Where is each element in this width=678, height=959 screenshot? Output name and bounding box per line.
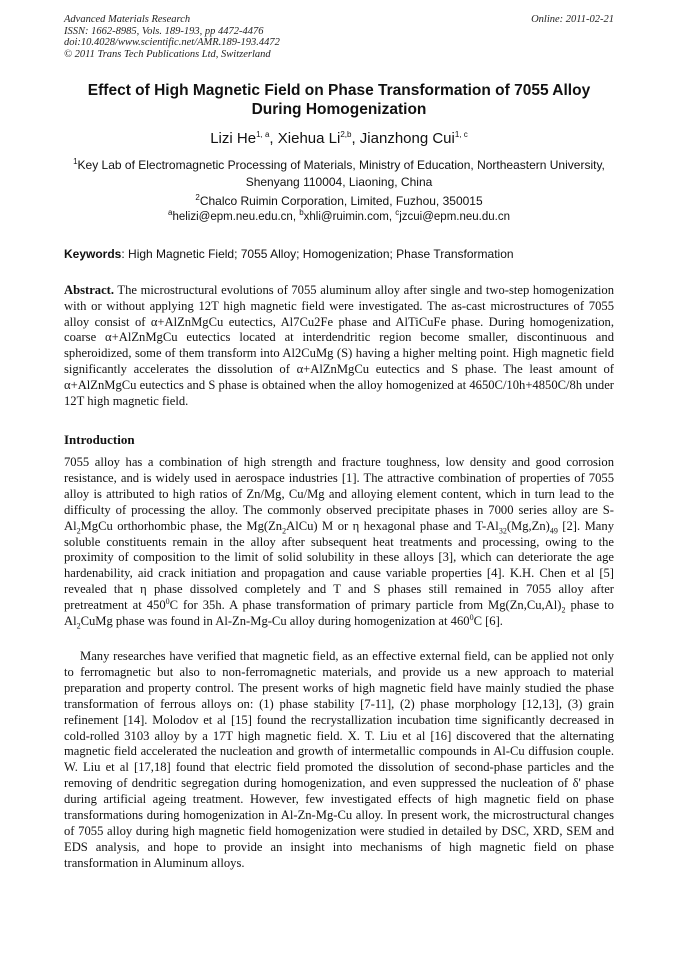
email-mark: c: [395, 208, 400, 218]
journal-doi: doi:10.4028/www.scientific.net/AMR.189-193.4472: [64, 37, 280, 48]
subscript: 49: [549, 526, 558, 536]
paragraph-text: (Mg,Zn): [506, 518, 550, 533]
email-list: $^a$helizi@epm.neu.edu.cn, $^b$xhli@ruimin.com, $^c$jzcui@epm.neu.du.cn: [168, 208, 510, 223]
paragraph-text: CuMg phase was found in Al-Zn-Mg-Cu alloy during homogenization at 460: [80, 614, 470, 629]
intro-paragraph-1: [64, 455, 614, 630]
email-link[interactable]: jzcui@epm.neu.du.cn: [399, 211, 510, 223]
subscript: 2: [561, 605, 566, 615]
paper-title: Effect of High Magnetic Field on Phase Transformation of 7055 Alloy During Homogenization: [87, 82, 591, 118]
author-name: Xiehua Li: [277, 130, 341, 147]
affiliation: [64, 157, 614, 191]
email-link[interactable]: xhli@ruimin.com: [303, 211, 389, 223]
paragraph-text: 7055 alloy has a combination of high strength and fracture toughness, low density and good corrosion resistance, and is widely used in aerospace industries [1]. The attractive combination of properties of 7055 alloy is attributed to high ratios of Zn/Mg, Cu/Mg and alloying element content, which in turn lead to the difficulty of processing the alloy. The commonly observed precipitate phases in 7000 series alloy are S-Al: [64, 455, 614, 533]
subscript: 2: [282, 526, 287, 536]
keywords-text: : High Magnetic Field; 7055 Alloy; Homogenization; Phase Transformation: [121, 247, 514, 261]
superscript: 0: [165, 596, 170, 606]
intro-paragraph-2: Many researches have verified that magnetic field, as an effective external field, can be applied not only to ferromagnetic but also to non-ferromagnetic materials, and provide us a new approach to material preparation and property control. The present works of high magnetic field have mainly studied the phase transformation of ferrous alloys on: (1) phase stability [7-11], (2) phase morphology [12,13], (3) grain refinement [14]. Molodov et al [15] found the recrystallization incubation time significantly decreased in cold-rolled 3103 alloy by a 17T high magnetic field. X. T. Liu et al [16] discovered that the alternating magnetic field accelerated the nucleation and growth of intermetallic compounds in Al-Cu diffusion couple. W. Liu et al [17,18] found that electric field promoted the dissolution of second-phase particles and the removing of dendritic segregation during homogenization, and even suppressed the nucleation of δ' phase during artificial ageing treatment. However, few investigated effects of high magnetic field on phase transformations during homogenization in Al-Zn-Mg-Cu alloy. In present work, the microstructural changes of 7055 alloy during high magnetic field homogenization were studied in detailed by DSC, XRD, SEM and EDS analysis, and hope to provide an insight into mechanisms of high magnetic field on phase transformation in Aluminum alloys.: [64, 649, 614, 870]
affiliation-mark: 1: [73, 157, 78, 166]
keywords-label: Keywords: [64, 247, 122, 261]
journal-issn: ISSN: 1662-8985, Vols. 189-193, pp 4472-4476: [64, 25, 264, 37]
journal-copyright: © 2011 Trans Tech Publications Ltd, Switzerland: [64, 48, 271, 60]
abstract: [64, 283, 614, 409]
section-heading-introduction: Introduction: [64, 432, 135, 447]
affiliation: [64, 193, 614, 210]
keywords: [64, 246, 614, 262]
subscript: 2: [76, 621, 81, 631]
paragraph-text: C for 35h. A phase transformation of primary particle from Mg(Zn,Cu,Al): [169, 598, 562, 613]
email-link[interactable]: helizi@epm.neu.edu.cn: [172, 211, 293, 223]
affiliation-mark: 2: [195, 193, 200, 202]
author-affiliation-mark: 1, c: [454, 130, 468, 139]
paragraph-text: [2]. Many soluble constituents remain in the alloy after subsequent heat treatments and processing, owing to the proximity of composition to the limit of solid solubility in these alloys [3], which can deteriorate the age hardenability, aid crack initiation and propagation and cause variable properties [4]. K.H. Chen et al [5] revealed that η phase dissolved completely and T and S phases still remained in 7055 alloy after pretreatment at 450: [64, 518, 614, 613]
author-name: Lizi He: [210, 130, 257, 147]
paragraph-text: MgCu orthorhombic phase, the Mg(Zn: [80, 518, 283, 533]
abstract-text: The microstructural evolutions of 7055 aluminum alloy after single and two-step homogenization with or without applying 12T high magnetic field were investigated. The as-cast microstructures of 7055 alloy consist of α+AlZnMgCu eutectics, Al7Cu2Fe phase and AlTiCuFe phase. During homogenization, coarse α+AlZnMgCu eutectics located at interdendritic region become smaller, discontinuous and spheroidized, some of them transform into Al2CuMg (S) having a higher melting point. High magnetic field significantly accelerates the dissolution of α+AlZnMgCu eutectics and S phase. The least amount of α+AlZnMgCu eutectics and S phase is obtained when the alloy homogenized at 4650C/10h+4850C/8h under 12T high magnetic field.: [64, 283, 615, 408]
superscript: 0: [469, 612, 474, 622]
paragraph-text: C [6].: [473, 614, 503, 629]
subscript: 2: [76, 526, 81, 536]
author-affiliation-mark: 2,b: [340, 130, 352, 139]
author-list: Lizi He$^{1, a}$, Xiehua Li$^{2,b}$, Jianzhong Cui$^{1, c}$: [210, 130, 468, 147]
affiliation-text: Chalco Ruimin Corporation, Limited, Fuzhou, 350015: [199, 194, 483, 208]
author-affiliation-mark: 1, a: [256, 130, 270, 139]
paragraph-text: phase to Al: [64, 598, 614, 629]
email-mark: a: [168, 208, 173, 218]
subscript: 32: [498, 526, 507, 536]
email-mark: b: [299, 208, 304, 218]
journal-header: [64, 14, 614, 60]
online-date: Online: 2011-02-21: [531, 14, 614, 25]
abstract-label: Abstract.: [64, 283, 115, 297]
author-name: Jianzhong Cui: [359, 130, 455, 147]
journal-name: Advanced Materials Research: [64, 14, 191, 25]
paragraph-text: AlCu) M or η hexagonal phase and T-Al: [286, 518, 499, 533]
affiliation-text: Key Lab of Electromagnetic Processing of Materials, Ministry of Education, Northeastern University, Shenyang 110004, Liaoning, China: [77, 158, 605, 189]
